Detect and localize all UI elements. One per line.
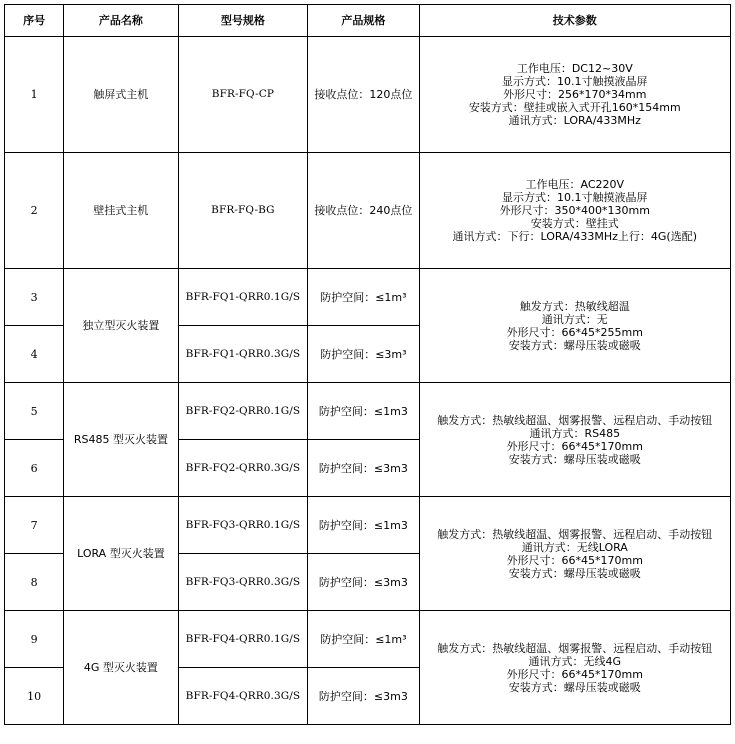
tech-param-line: 安装方式：螺母压装或磁吸 — [508, 566, 641, 580]
table-row — [5, 269, 731, 326]
tech-param-line: 触发方式：热敏线超温、烟雾报警、远程启动、手动按钮 — [437, 413, 713, 427]
serial-number: 9 — [5, 611, 64, 668]
model-number: BFR-FQ4-QRR0.1G/S — [178, 611, 308, 668]
tech-params — [419, 497, 730, 611]
tech-param-line: 外形尺寸：350*400*130mm — [499, 204, 650, 217]
product-spec: 防护空间：≤1m³ — [308, 269, 419, 326]
product-spec: 防护空间：≤1m³ — [308, 611, 419, 668]
tech-param-line: 触发方式：热敏线超温 — [519, 299, 630, 313]
serial-number: 4 — [5, 326, 64, 383]
header-product-name: 产品名称 — [64, 5, 178, 37]
serial-number: 7 — [5, 497, 64, 554]
tech-params — [419, 37, 730, 153]
product-spec: 防护空间：≤1m3 — [308, 383, 419, 440]
tech-param-line: 外形尺寸：66*45*255mm — [506, 325, 643, 339]
product-name: 4G 型灭火装置 — [64, 611, 178, 725]
serial-number: 8 — [5, 554, 64, 611]
tech-param-line: 外形尺寸：66*45*170mm — [506, 553, 643, 567]
tech-params — [419, 383, 730, 497]
tech-param-line: 安装方式：壁挂或嵌入式开孔160*154mm — [468, 101, 681, 114]
table-row — [5, 383, 731, 440]
serial-number: 6 — [5, 440, 64, 497]
model-number: BFR-FQ-BG — [178, 153, 308, 269]
table-row — [5, 153, 731, 269]
tech-param-line: 通讯方式：LORA/433MHz — [508, 114, 641, 127]
tech-params — [419, 269, 730, 383]
tech-param-line: 外形尺寸：66*45*170mm — [506, 667, 643, 681]
header-model: 型号规格 — [178, 5, 308, 37]
tech-param-line: 触发方式：热敏线超温、烟雾报警、远程启动、手动按钮 — [437, 527, 713, 541]
model-number: BFR-FQ3-QRR0.3G/S — [178, 554, 308, 611]
product-spec: 接收点位：120点位 — [308, 37, 419, 153]
serial-number: 5 — [5, 383, 64, 440]
tech-param-line: 外形尺寸：66*45*170mm — [506, 439, 643, 453]
product-spec: 接收点位：240点位 — [308, 153, 419, 269]
tech-param-line: 显示方式：10.1寸触摸液晶屏 — [502, 75, 648, 88]
serial-number: 1 — [5, 37, 64, 153]
model-number: BFR-FQ1-QRR0.1G/S — [178, 269, 308, 326]
tech-param-line: 安装方式：螺母压装或磁吸 — [508, 680, 641, 694]
model-number: BFR-FQ-CP — [178, 37, 308, 153]
tech-param-line: 触发方式：热敏线超温、烟雾报警、远程启动、手动按钮 — [437, 641, 713, 655]
model-number: BFR-FQ4-QRR0.3G/S — [178, 668, 308, 725]
header-product-spec: 产品规格 — [308, 5, 419, 37]
serial-number: 3 — [5, 269, 64, 326]
product-name: 触屏式主机 — [64, 37, 178, 153]
tech-param-line: 通讯方式：下行：LORA/433MHz上行：4G(选配) — [452, 230, 697, 243]
model-number: BFR-FQ1-QRR0.3G/S — [178, 326, 308, 383]
tech-params — [419, 611, 730, 725]
serial-number: 10 — [5, 668, 64, 725]
model-number: BFR-FQ2-QRR0.1G/S — [178, 383, 308, 440]
model-number: BFR-FQ2-QRR0.3G/S — [178, 440, 308, 497]
table-row — [5, 611, 731, 668]
product-name: LORA 型灭火装置 — [64, 497, 178, 611]
header-tech-params: 技术参数 — [419, 5, 730, 37]
product-spec: 防护空间：≤3m3 — [308, 554, 419, 611]
product-spec: 防护空间：≤3m3 — [308, 440, 419, 497]
table-header-row — [5, 5, 731, 37]
tech-param-line: 工作电压：AC220V — [525, 178, 625, 191]
product-spec: 防护空间：≤3m³ — [308, 326, 419, 383]
table-row — [5, 37, 731, 153]
tech-param-line: 显示方式：10.1寸触摸液晶屏 — [502, 191, 648, 204]
model-number: BFR-FQ3-QRR0.1G/S — [178, 497, 308, 554]
table-row — [5, 497, 731, 554]
tech-param-line: 通讯方式：RS485 — [529, 426, 621, 440]
product-name: RS485 型灭火装置 — [64, 383, 178, 497]
tech-params — [419, 153, 730, 269]
tech-param-line: 安装方式：螺母压装或磁吸 — [508, 338, 641, 352]
tech-param-line: 通讯方式：无线LORA — [521, 540, 628, 554]
product-spec: 防护空间：≤3m3 — [308, 668, 419, 725]
tech-param-line: 外形尺寸：256*170*34mm — [503, 88, 647, 101]
product-name: 独立型灭火装置 — [64, 269, 178, 383]
product-name: 壁挂式主机 — [64, 153, 178, 269]
tech-param-line: 工作电压：DC12~30V — [516, 62, 633, 75]
serial-number: 2 — [5, 153, 64, 269]
product-spec-table — [4, 4, 731, 725]
tech-param-line: 通讯方式：无线4G — [528, 654, 622, 668]
tech-param-line: 通讯方式：无 — [541, 312, 608, 326]
tech-param-line: 安装方式：壁挂式 — [530, 217, 619, 230]
header-serial: 序号 — [5, 5, 64, 37]
tech-param-line: 安装方式：螺母压装或磁吸 — [508, 452, 641, 466]
product-spec: 防护空间：≤1m3 — [308, 497, 419, 554]
